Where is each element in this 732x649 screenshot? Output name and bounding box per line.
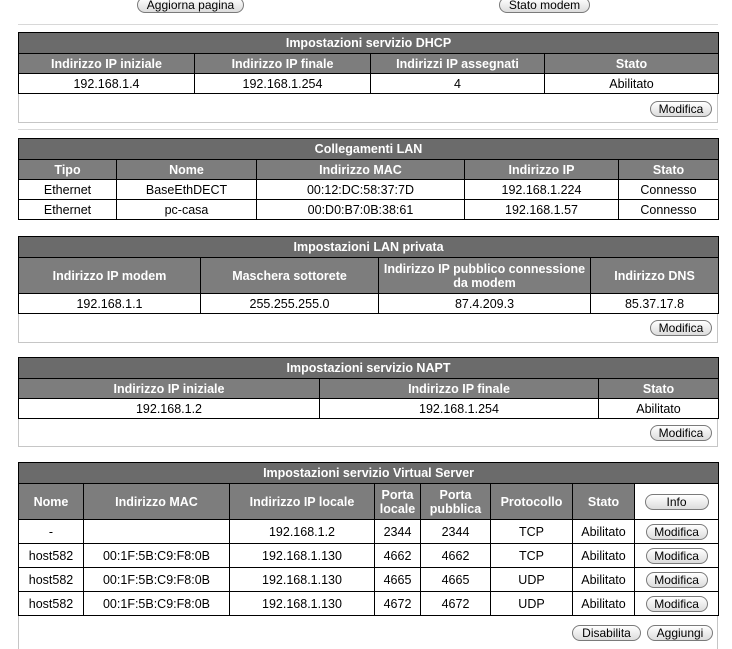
vs-local-ip: 192.168.1.130 xyxy=(230,568,375,592)
refresh-page-button[interactable]: Aggiorna pagina xyxy=(137,0,244,13)
divider xyxy=(18,24,718,25)
lan-mac: 00:12:DC:58:37:7D xyxy=(257,180,465,200)
vs-col-name: Nome xyxy=(19,484,84,520)
dhcp-end-ip: 192.168.1.254 xyxy=(195,74,371,94)
dhcp-modify-button[interactable]: Modifica xyxy=(650,101,712,117)
vs-name: host582 xyxy=(19,568,84,592)
private-lan-title: Impostazioni LAN privata xyxy=(19,237,719,258)
modem-status-button[interactable]: Stato modem xyxy=(499,0,590,13)
row-modify-button[interactable]: Modifica xyxy=(646,548,708,564)
vs-status: Abilitato xyxy=(573,544,635,568)
info-button[interactable]: Info xyxy=(645,494,709,510)
lan-col-status: Stato xyxy=(619,160,719,180)
lan-col-mac: Indirizzo MAC xyxy=(257,160,465,180)
table-row xyxy=(19,200,719,220)
table-row xyxy=(19,544,719,568)
vs-public-port: 4665 xyxy=(421,568,491,592)
lan-col-ip: Indirizzo IP xyxy=(465,160,619,180)
plan-col-dns: Indirizzo DNS xyxy=(591,258,719,294)
table-row xyxy=(19,520,719,544)
vs-local-port: 2344 xyxy=(375,520,421,544)
vs-local-ip: 192.168.1.2 xyxy=(230,520,375,544)
vs-col-protocol: Protocollo xyxy=(491,484,573,520)
vs-name: host582 xyxy=(19,544,84,568)
vs-public-port: 2344 xyxy=(421,520,491,544)
napt-modify-button[interactable]: Modifica xyxy=(650,425,712,441)
vs-public-port: 4672 xyxy=(421,592,491,616)
table-row xyxy=(19,399,719,419)
napt-col-status: Stato xyxy=(599,379,719,399)
vs-local-port: 4662 xyxy=(375,544,421,568)
dhcp-col-start-ip: Indirizzo IP iniziale xyxy=(19,54,195,74)
vs-local-port: 4672 xyxy=(375,592,421,616)
vs-local-ip: 192.168.1.130 xyxy=(230,592,375,616)
vs-col-mac: Indirizzo MAC xyxy=(84,484,230,520)
plan-col-subnet: Maschera sottorete xyxy=(201,258,379,294)
row-modify-button[interactable]: Modifica xyxy=(646,524,708,540)
dhcp-table xyxy=(18,32,719,94)
dhcp-start-ip: 192.168.1.4 xyxy=(19,74,195,94)
vs-name: - xyxy=(19,520,84,544)
table-row xyxy=(19,74,719,94)
dhcp-title: Impostazioni servizio DHCP xyxy=(19,33,719,54)
table-row xyxy=(19,592,719,616)
vs-protocol: UDP xyxy=(491,592,573,616)
lan-col-name: Nome xyxy=(117,160,257,180)
napt-start-ip: 192.168.1.2 xyxy=(19,399,320,419)
lan-links-table xyxy=(18,138,719,220)
private-lan-modify-button[interactable]: Modifica xyxy=(650,320,712,336)
vs-protocol: TCP xyxy=(491,520,573,544)
add-button[interactable]: Aggiungi xyxy=(647,625,713,641)
lan-ip: 192.168.1.224 xyxy=(465,180,619,200)
lan-name: BaseEthDECT xyxy=(117,180,257,200)
vs-local-ip: 192.168.1.130 xyxy=(230,544,375,568)
vs-local-port: 4665 xyxy=(375,568,421,592)
vs-action-cell xyxy=(635,568,719,592)
vs-protocol: UDP xyxy=(491,568,573,592)
napt-table xyxy=(18,357,719,419)
vs-mac: 00:1F:5B:C9:F8:0B xyxy=(84,544,230,568)
napt-end-ip: 192.168.1.254 xyxy=(320,399,599,419)
vs-status: Abilitato xyxy=(573,520,635,544)
table-row xyxy=(19,294,719,314)
vs-info-cell xyxy=(635,484,719,520)
lan-ip: 192.168.1.57 xyxy=(465,200,619,220)
plan-dns: 85.37.17.8 xyxy=(591,294,719,314)
vs-status: Abilitato xyxy=(573,592,635,616)
disable-button[interactable]: Disabilita xyxy=(572,625,641,641)
plan-modem-ip: 192.168.1.1 xyxy=(19,294,201,314)
vs-status: Abilitato xyxy=(573,568,635,592)
table-row xyxy=(19,180,719,200)
vs-mac xyxy=(84,520,230,544)
vs-col-public-port: Porta pubblica xyxy=(421,484,491,520)
dhcp-col-end-ip: Indirizzo IP finale xyxy=(195,54,371,74)
virtual-server-title: Impostazioni servizio Virtual Server xyxy=(19,463,719,484)
lan-status: Connesso xyxy=(619,180,719,200)
vs-action-cell xyxy=(635,592,719,616)
vs-name: host582 xyxy=(19,592,84,616)
virtual-server-table xyxy=(18,462,719,616)
lan-type: Ethernet xyxy=(19,200,117,220)
dhcp-assigned-count: 4 xyxy=(371,74,545,94)
napt-status: Abilitato xyxy=(599,399,719,419)
dhcp-status: Abilitato xyxy=(545,74,719,94)
napt-col-end-ip: Indirizzo IP finale xyxy=(320,379,599,399)
vs-mac: 00:1F:5B:C9:F8:0B xyxy=(84,568,230,592)
napt-col-start-ip: Indirizzo IP iniziale xyxy=(19,379,320,399)
vs-protocol: TCP xyxy=(491,544,573,568)
lan-status: Connesso xyxy=(619,200,719,220)
vs-public-port: 4662 xyxy=(421,544,491,568)
dhcp-col-status: Stato xyxy=(545,54,719,74)
vs-action-cell xyxy=(635,544,719,568)
private-lan-table xyxy=(18,236,719,314)
lan-links-title: Collegamenti LAN xyxy=(19,139,719,160)
table-row xyxy=(19,568,719,592)
lan-type: Ethernet xyxy=(19,180,117,200)
vs-col-local-ip: Indirizzo IP locale xyxy=(230,484,375,520)
vs-col-status: Stato xyxy=(573,484,635,520)
lan-col-type: Tipo xyxy=(19,160,117,180)
plan-public-ip: 87.4.209.3 xyxy=(379,294,591,314)
dhcp-col-assigned: Indirizzi IP assegnati xyxy=(371,54,545,74)
vs-action-cell xyxy=(635,520,719,544)
row-modify-button[interactable]: Modifica xyxy=(646,596,708,612)
plan-col-public-ip: Indirizzo IP pubblico connessione da modem xyxy=(379,258,591,294)
row-modify-button[interactable]: Modifica xyxy=(646,572,708,588)
divider xyxy=(18,129,718,130)
napt-title: Impostazioni servizio NAPT xyxy=(19,358,719,379)
plan-col-modem-ip: Indirizzo IP modem xyxy=(19,258,201,294)
plan-subnet: 255.255.255.0 xyxy=(201,294,379,314)
lan-name: pc-casa xyxy=(117,200,257,220)
vs-mac: 00:1F:5B:C9:F8:0B xyxy=(84,592,230,616)
lan-mac: 00:D0:B7:0B:38:61 xyxy=(257,200,465,220)
vs-col-local-port: Porta locale xyxy=(375,484,421,520)
